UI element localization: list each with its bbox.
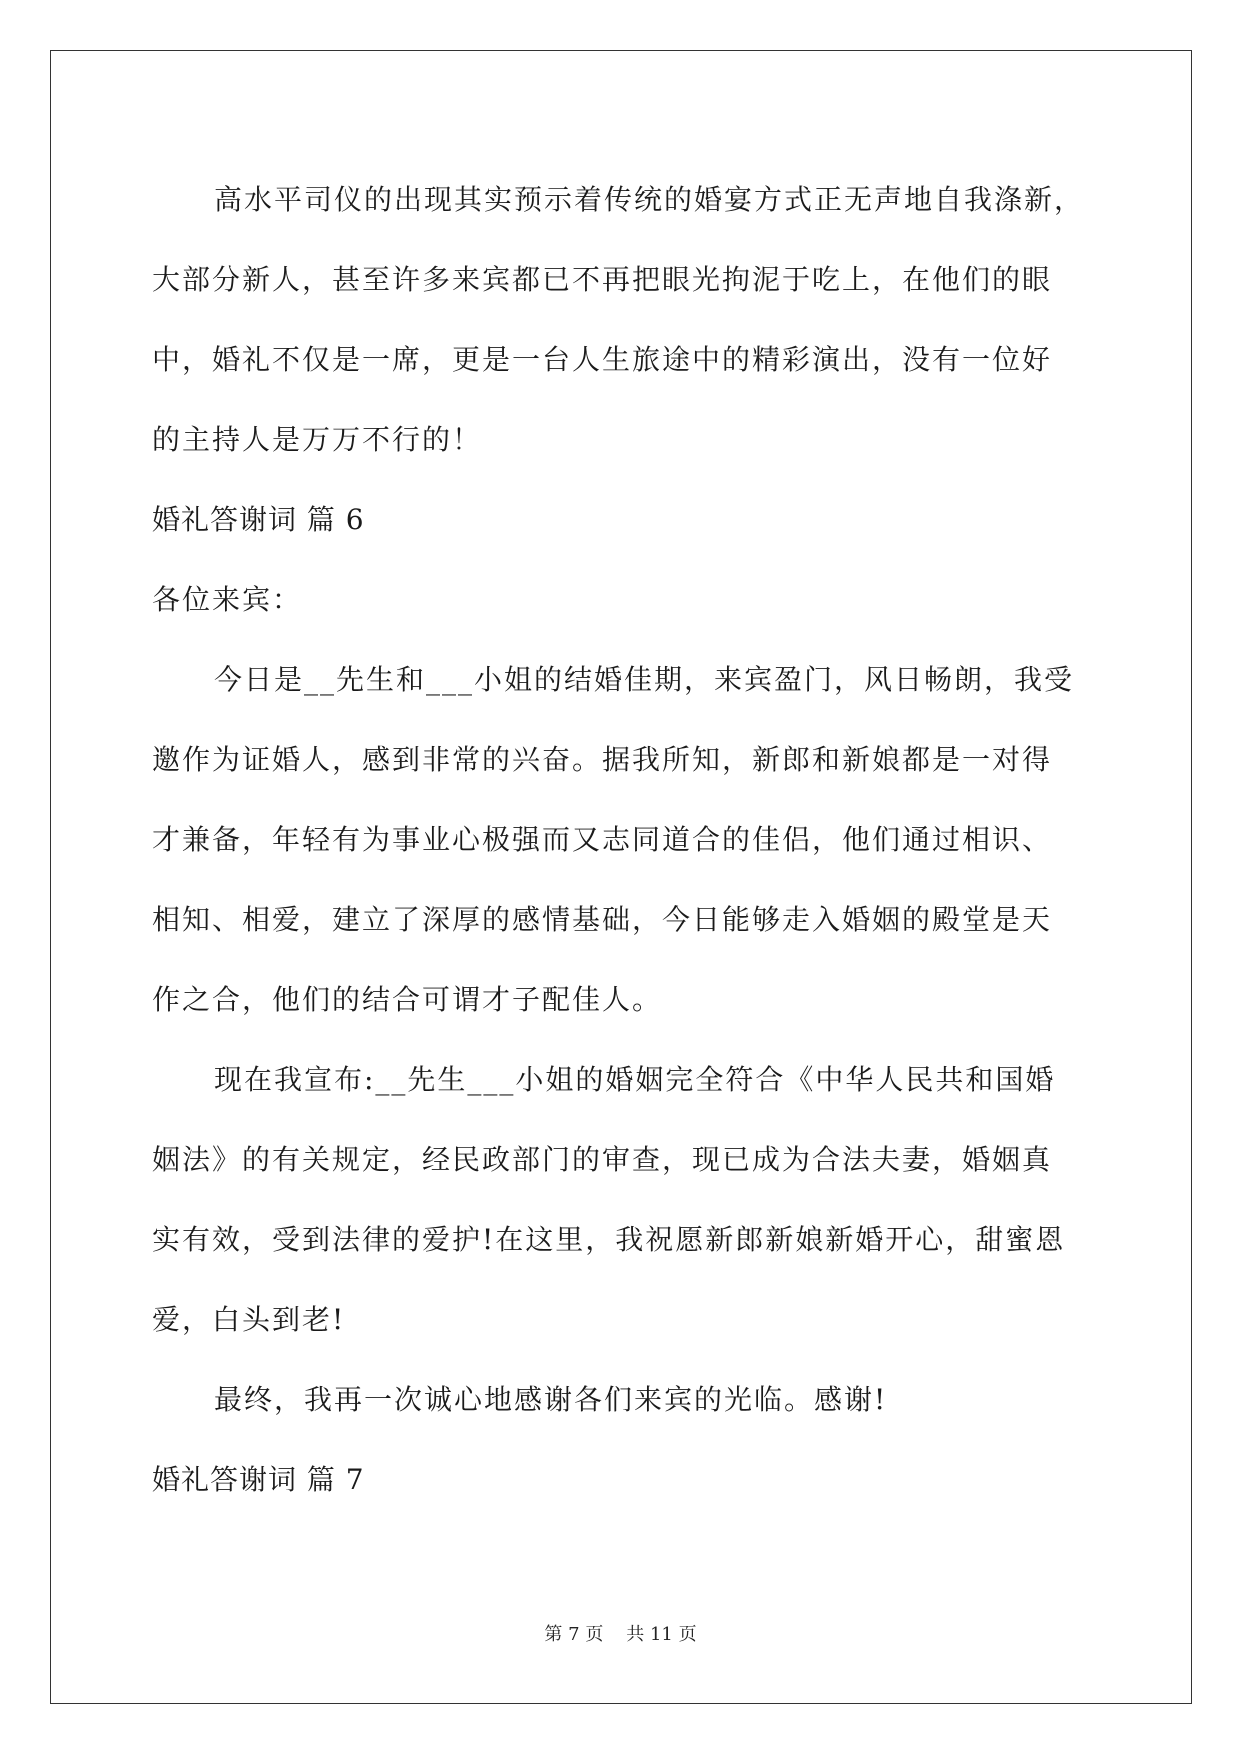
text-line: 相知、相爱，建立了深厚的感情基础，今日能够走入婚姻的殿堂是天 (152, 903, 1053, 936)
document-body (152, 160, 1092, 1520)
text-line: 姻法》的有关规定，经民政部门的审查，现已成为合法夫妻，婚姻真 (152, 1143, 1053, 1176)
page-number: 第 7 页 (544, 1624, 604, 1645)
text-line: 的主持人是万万不行的！ (152, 423, 483, 456)
text-line: 才兼备，年轻有为事业心极强而又志同道合的佳侣，他们通过相识、 (152, 823, 1053, 856)
text-line: 实有效，受到法律的爱护!在这里，我祝愿新郎新娘新婚开心，甜蜜恩 (152, 1223, 1066, 1256)
text-line: 大部分新人，甚至许多来宾都已不再把眼光拘泥于吃上，在他们的眼 (152, 263, 1053, 296)
page-footer (0, 1620, 1241, 1646)
text-line: 爱，白头到老! (152, 1303, 346, 1336)
salutation: 各位来宾： (152, 583, 303, 616)
text-line: 作之合，他们的结合可谓才子配佳人。 (152, 983, 663, 1016)
page-total: 共 11 页 (626, 1624, 697, 1645)
text-line: 现在我宣布:__先生___小姐的婚姻完全符合《中华人民共和国婚 (214, 1063, 1056, 1096)
paragraph (152, 1040, 1092, 1360)
paragraph (152, 1360, 1092, 1440)
text-line: 今日是__先生和___小姐的结婚佳期，来宾盈门，风日畅朗，我受 (214, 663, 1075, 696)
text-line: 高水平司仪的出现其实预示着传统的婚宴方式正无声地自我涤新， (214, 183, 1085, 216)
text-line: 最终，我再一次诚心地感谢各们来宾的光临。感谢! (214, 1383, 888, 1416)
paragraph (152, 640, 1092, 1040)
section-heading: 婚礼答谢词 篇 7 (152, 1463, 365, 1496)
paragraph (152, 160, 1092, 480)
section-heading: 婚礼答谢词 篇 6 (152, 503, 365, 536)
text-line: 邀作为证婚人，感到非常的兴奋。据我所知，新郎和新娘都是一对得 (152, 743, 1053, 776)
text-line: 中，婚礼不仅是一席，更是一台人生旅途中的精彩演出，没有一位好 (152, 343, 1053, 376)
